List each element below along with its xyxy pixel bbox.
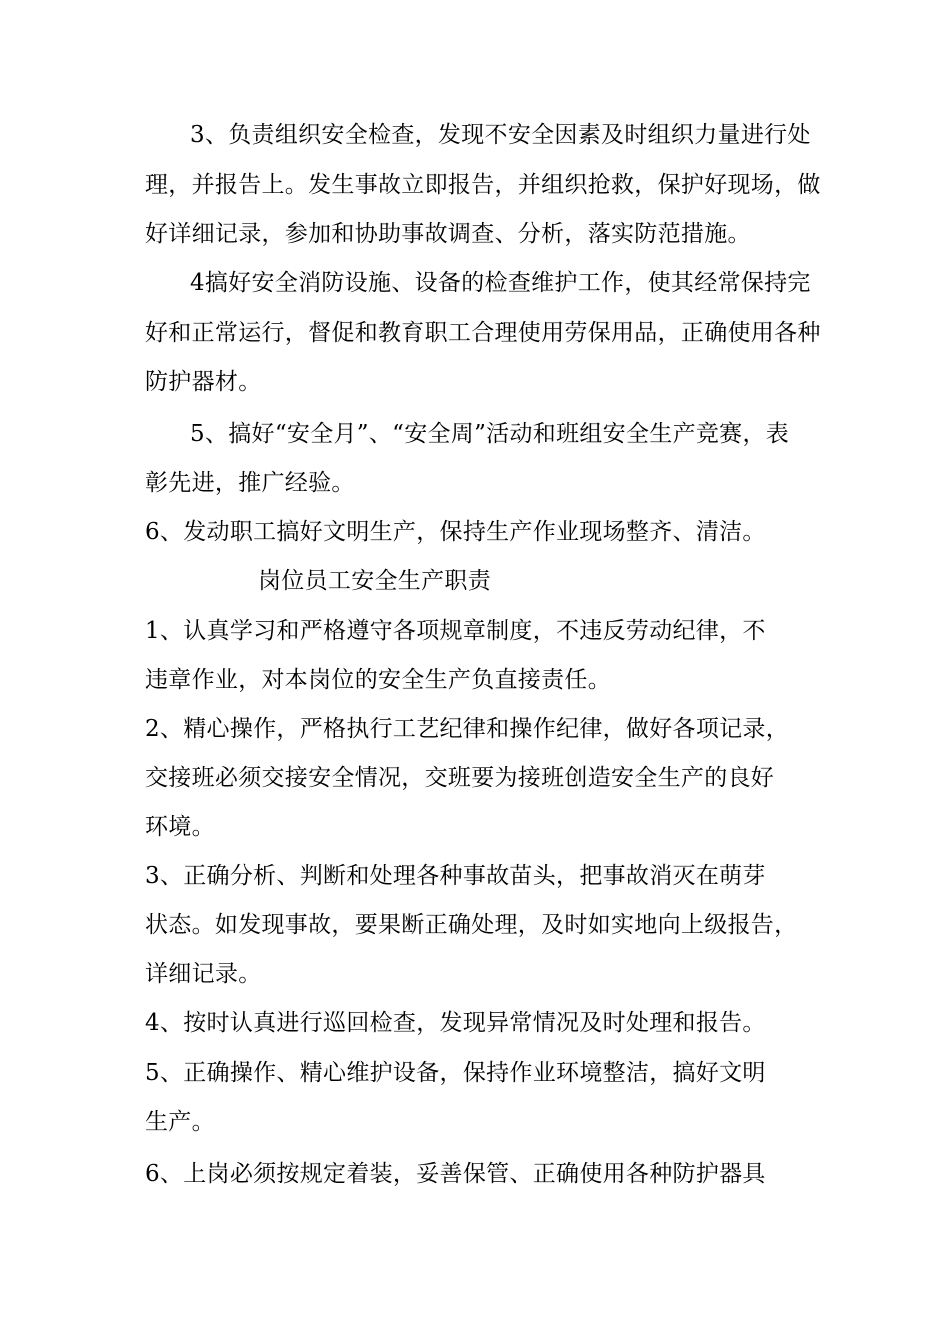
paragraph-line-12: 违章作业，对本岗位的安全生产负直接责任。 [145,667,611,693]
paragraph-line-9: 6、发动职工搞好文明生产，保持生产作业现场整齐、清洁。 [145,519,766,545]
paragraph-line-13: 2、精心操作，严格执行工艺纪律和操作纪律，做好各项记录， [145,716,790,742]
paragraph-line-4: 4搞好安全消防设施、设备的检查维护工作，使其经常保持完 [190,270,811,296]
paragraph-line-21: 生产。 [145,1109,215,1135]
paragraph-line-17: 状态。如发现事故，要果断正确处理，及时如实地向上级报告， [145,912,798,938]
paragraph-line-14: 交接班必须交接安全情况，交班要为接班创造安全生产的良好 [145,765,775,791]
paragraph-line-16: 3、正确分析、判断和处理各种事故苗头，把事故消灭在萌芽 [145,863,766,889]
paragraph-line-22: 6、上岗必须按规定着装，妥善保管、正确使用各种防护器具 [145,1161,766,1187]
paragraph-line-5: 好和正常运行，督促和教育职工合理使用劳保用品，正确使用各种 [145,320,821,346]
paragraph-line-11: 1、认真学习和严格遵守各项规章制度，不违反劳动纪律，不 [145,618,766,644]
paragraph-line-7: 5、搞好“安全月”、“安全周”活动和班组安全生产竞赛，表 [190,421,790,447]
paragraph-line-19: 4、按时认真进行巡回检查，发现异常情况及时处理和报告。 [145,1010,766,1036]
paragraph-line-2: 理，并报告上。发生事故立即报告，并组织抢救，保护好现场，做 [145,172,821,198]
section-heading: 岗位员工安全生产职责 [258,568,491,594]
paragraph-line-20: 5、正确操作、精心维护设备，保持作业环境整洁，搞好文明 [145,1060,766,1086]
paragraph-line-15: 环境。 [145,814,215,840]
paragraph-line-6: 防护器材。 [145,369,262,395]
paragraph-line-18: 详细记录。 [145,961,262,987]
paragraph-line-3: 好详细记录，参加和协助事故调查、分析，落实防范措施。 [145,221,751,247]
paragraph-line-1: 3、负责组织安全检查，发现不安全因素及时组织力量进行处 [190,122,811,148]
paragraph-line-8: 彰先进，推广经验。 [145,470,355,496]
